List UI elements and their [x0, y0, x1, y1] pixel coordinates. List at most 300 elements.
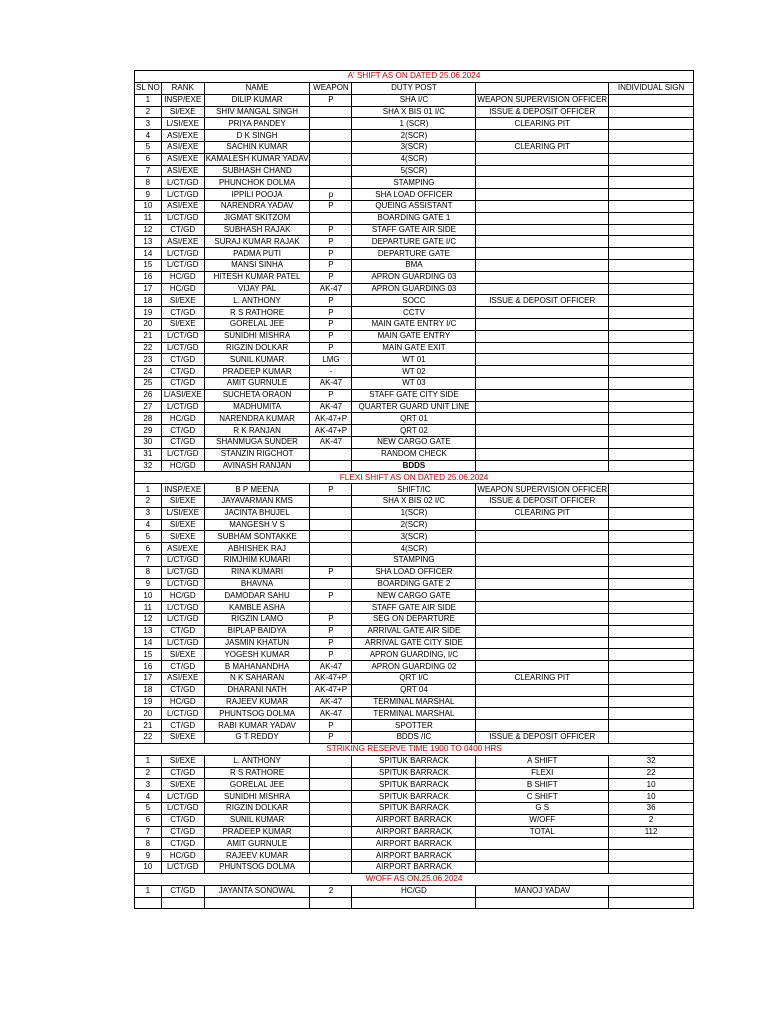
table-cell: AIRPORT BARRACK: [352, 850, 476, 862]
table-cell: 7: [135, 165, 162, 177]
table-cell: CT/GD: [161, 661, 204, 673]
table-cell: AVINASH RANJAN: [204, 460, 310, 472]
table-cell: B MAHANANDHA: [204, 661, 310, 673]
table-cell: 22: [135, 342, 162, 354]
table-cell: HC/GD: [161, 413, 204, 425]
table-cell: [609, 118, 694, 130]
table-cell: BHAVNA: [204, 578, 310, 590]
table-cell: [609, 189, 694, 201]
table-cell: [476, 661, 609, 673]
table-cell: RANDOM CHECK: [352, 448, 476, 460]
table-cell: 22: [135, 732, 162, 744]
table-row: [135, 850, 694, 862]
table-cell: 1: [135, 94, 162, 106]
table-cell: CT/GD: [161, 684, 204, 696]
table-cell: 5: [135, 803, 162, 815]
table-cell: 18: [135, 684, 162, 696]
table-cell: HC/GD: [161, 460, 204, 472]
table-cell: [476, 413, 609, 425]
table-cell: APRON GUARDING 03: [352, 283, 476, 295]
table-cell: [609, 566, 694, 578]
table-cell: [476, 425, 609, 437]
table-row: [135, 413, 694, 425]
table-cell: DHARANI NATH: [204, 684, 310, 696]
table-cell: [476, 637, 609, 649]
table-cell: SUBHAM SONTAKKE: [204, 531, 310, 543]
table-cell: AK-47: [310, 436, 352, 448]
table-cell: [609, 377, 694, 389]
table-cell: 8: [135, 177, 162, 189]
table-cell: KAMALESH KUMAR YADAV: [205, 154, 309, 164]
table-cell: [476, 555, 609, 567]
table-cell: 31: [135, 448, 162, 460]
table-cell: 2: [310, 885, 352, 897]
table-cell: L/CT/GD: [161, 555, 204, 567]
table-cell: [609, 448, 694, 460]
table-cell: [476, 330, 609, 342]
column-header-row: [135, 83, 694, 95]
table-cell: [310, 578, 352, 590]
table-cell: [609, 366, 694, 378]
table-cell: BDDS: [352, 460, 476, 472]
table-cell: [609, 106, 694, 118]
table-cell: WEAPON SUPERVISION OFFICER: [477, 95, 608, 105]
table-cell: [476, 720, 609, 732]
table-cell: SURAJ KUMAR RAJAK: [204, 236, 310, 248]
table-cell: P: [310, 259, 352, 271]
section-title-row: [135, 71, 694, 83]
table-cell: SUNIL KUMAR: [204, 814, 310, 826]
table-cell: [310, 448, 352, 460]
table-row: [135, 295, 694, 307]
table-cell: [476, 578, 609, 590]
table-cell: P: [310, 484, 352, 496]
table-cell: [609, 153, 694, 165]
table-cell: [310, 791, 352, 803]
table-cell: INSP/EXE: [161, 94, 204, 106]
table-cell: RABI KUMAR YADAV: [204, 720, 310, 732]
table-row: [135, 590, 694, 602]
table-cell: [609, 673, 694, 685]
table-cell: YOGESH KUMAR: [204, 649, 310, 661]
table-row: [135, 259, 694, 271]
table-cell: AIRPORT BARRACK: [352, 862, 476, 874]
table-cell: SUBHASH RAJAK: [204, 224, 310, 236]
table-cell: R K RANJAN: [204, 425, 310, 437]
table-cell: SI/EXE: [161, 531, 204, 543]
table-cell: [476, 189, 609, 201]
table-row: [135, 377, 694, 389]
table-cell: [609, 862, 694, 874]
table-row: [135, 684, 694, 696]
table-cell: [310, 543, 352, 555]
table-cell: 32: [135, 460, 162, 472]
table-cell: ARRIVAL GATE AIR SIDE: [352, 625, 476, 637]
table-cell: [476, 130, 609, 142]
table-cell: P: [310, 614, 352, 626]
table-cell: 16: [135, 271, 162, 283]
table-cell: JAYAVARMAN KMS: [204, 496, 310, 508]
table-cell: CT/GD: [161, 885, 204, 897]
table-cell: AK-47+P: [310, 673, 352, 685]
table-cell: 2: [609, 814, 694, 826]
table-cell: PRADEEP KUMAR: [204, 826, 310, 838]
table-cell: AK-47: [310, 696, 352, 708]
table-cell: STAFF GATE AIR SIDE: [352, 602, 476, 614]
table-cell: [609, 141, 694, 153]
table-cell: [476, 649, 609, 661]
table-cell: 2: [135, 767, 162, 779]
table-cell: CT/GD: [161, 436, 204, 448]
table-cell: 5(SCR): [352, 165, 476, 177]
table-cell: B SHIFT: [476, 779, 609, 791]
table-cell: QUARTER GUARD UNIT LINE: [352, 401, 476, 413]
table-cell: [310, 803, 352, 815]
table-cell: [476, 460, 609, 472]
table-cell: INSP/EXE: [161, 484, 204, 496]
table-cell: [609, 271, 694, 283]
table-cell: [609, 248, 694, 260]
table-cell: 10: [135, 200, 162, 212]
table-cell: PHUNCHOK DOLMA: [204, 177, 310, 189]
table-cell: CT/GD: [161, 767, 204, 779]
table-cell: SHA LOAD OFFICER: [352, 189, 476, 201]
table-row: [135, 354, 694, 366]
table-cell: MAIN GATE ENTRY: [352, 330, 476, 342]
table-cell: 10: [135, 590, 162, 602]
table-cell: 29: [135, 425, 162, 437]
table-cell: [609, 200, 694, 212]
table-cell: L. ANTHONY: [204, 755, 310, 767]
table-cell: [476, 602, 609, 614]
table-row: [135, 189, 694, 201]
empty-cell: [609, 897, 694, 909]
table-cell: AMIT GURNULE: [204, 838, 310, 850]
table-row: [135, 531, 694, 543]
table-cell: 8: [135, 566, 162, 578]
table-cell: PHUNTSOG DOLMA: [204, 708, 310, 720]
table-cell: [609, 389, 694, 401]
table-cell: AK-47+P: [310, 413, 352, 425]
table-cell: SPITUK BARRACK: [352, 755, 476, 767]
table-cell: APRON GUARDING, I/C: [352, 649, 476, 661]
table-cell: [476, 224, 609, 236]
table-cell: [609, 625, 694, 637]
table-cell: CT/GD: [161, 814, 204, 826]
table-row: [135, 507, 694, 519]
table-cell: AK-47: [310, 377, 352, 389]
section-title: FLEXI SHIFT AS ON DATED 25.06.2024: [135, 472, 694, 484]
table-cell: [609, 212, 694, 224]
table-cell: CLEARING PIT: [476, 118, 609, 130]
table-cell: P: [310, 94, 352, 106]
table-cell: [609, 614, 694, 626]
table-cell: 17: [135, 283, 162, 295]
section-title: W/OFF AS ON.25.06.2024: [135, 873, 694, 885]
table-cell: QRT 04: [352, 684, 476, 696]
table-cell: -: [310, 366, 352, 378]
table-cell: SPITUK BARRACK: [352, 791, 476, 803]
table-cell: RIGZIN DOLKAR: [204, 342, 310, 354]
table-cell: [310, 862, 352, 874]
empty-cell: [310, 897, 352, 909]
table-row: [135, 519, 694, 531]
table-row: [135, 496, 694, 508]
table-cell: AIRPORT BARRACK: [352, 838, 476, 850]
table-row: [135, 885, 694, 897]
table-row: [135, 106, 694, 118]
table-cell: SHA I/C: [352, 94, 476, 106]
table-cell: SPITUK BARRACK: [352, 779, 476, 791]
table-cell: [476, 200, 609, 212]
table-cell: 1: [135, 755, 162, 767]
table-cell: P: [310, 566, 352, 578]
table-cell: L/CT/GD: [161, 862, 204, 874]
table-row: [135, 283, 694, 295]
table-cell: CLEARING PIT: [476, 507, 609, 519]
table-cell: NEW CARGO GATE: [352, 590, 476, 602]
table-cell: [609, 578, 694, 590]
table-cell: CLEARING PIT: [476, 673, 609, 685]
table-cell: P: [310, 248, 352, 260]
table-cell: BDDS /IC: [352, 732, 476, 744]
table-row: [135, 484, 694, 496]
table-row: [135, 177, 694, 189]
table-row: [135, 271, 694, 283]
section-title-row: [135, 873, 694, 885]
table-cell: 15: [135, 259, 162, 271]
table-cell: SHIV MANGAL SINGH: [204, 106, 310, 118]
table-row: [135, 614, 694, 626]
table-cell: [609, 283, 694, 295]
table-cell: ARRIVAL GATE CITY SIDE: [352, 637, 476, 649]
table-cell: [476, 271, 609, 283]
table-cell: 2(SCR): [352, 130, 476, 142]
table-cell: 4: [135, 791, 162, 803]
table-cell: 14: [135, 637, 162, 649]
table-cell: GORELAL JEE: [204, 779, 310, 791]
table-cell: DILIP KUMAR: [204, 94, 310, 106]
table-cell: [609, 436, 694, 448]
table-cell: [609, 732, 694, 744]
table-cell: L/CT/GD: [161, 578, 204, 590]
table-cell: [609, 602, 694, 614]
table-row: [135, 779, 694, 791]
table-cell: SHA X BIS 02 I/C: [352, 496, 476, 508]
table-cell: [476, 543, 609, 555]
table-cell: SPITUK BARRACK: [352, 803, 476, 815]
table-cell: SI/EXE: [161, 649, 204, 661]
table-cell: [476, 625, 609, 637]
table-cell: AK-47+P: [310, 684, 352, 696]
table-cell: L/CT/GD: [161, 401, 204, 413]
table-row: [135, 637, 694, 649]
table-cell: RIGZIN LAMO: [204, 614, 310, 626]
table-cell: AIRPORT BARRACK: [352, 814, 476, 826]
table-cell: P: [310, 637, 352, 649]
table-row: [135, 602, 694, 614]
table-cell: P: [310, 389, 352, 401]
table-row: [135, 649, 694, 661]
table-cell: 7: [135, 555, 162, 567]
table-cell: [476, 236, 609, 248]
table-cell: 15: [135, 649, 162, 661]
table-cell: [476, 307, 609, 319]
table-cell: SUBHASH CHAND: [204, 165, 310, 177]
column-header: DUTY POST: [352, 83, 476, 95]
table-cell: 10: [609, 779, 694, 791]
table-cell: [310, 106, 352, 118]
table-cell: 36: [609, 803, 694, 815]
table-cell: [476, 862, 609, 874]
table-cell: [476, 850, 609, 862]
table-cell: STAFF GATE CITY SIDE: [352, 389, 476, 401]
table-cell: [609, 684, 694, 696]
table-cell: 1: [135, 885, 162, 897]
table-cell: PHUNTSOG DOLMA: [204, 862, 310, 874]
table-cell: L/CT/GD: [161, 448, 204, 460]
table-cell: JAYANTA SONOWAL: [204, 885, 310, 897]
table-cell: 3: [135, 118, 162, 130]
table-cell: p: [310, 189, 352, 201]
table-cell: L/CT/GD: [161, 602, 204, 614]
table-cell: 8: [135, 838, 162, 850]
table-cell: ASI/EXE: [161, 236, 204, 248]
table-cell: G S: [476, 803, 609, 815]
table-cell: N K SAHARAN: [204, 673, 310, 685]
table-cell: [310, 153, 352, 165]
table-cell: [609, 224, 694, 236]
table-cell: L/CT/GD: [161, 803, 204, 815]
table-row: [135, 153, 694, 165]
table-cell: ASI/EXE: [161, 200, 204, 212]
table-cell: SI/EXE: [161, 519, 204, 531]
table-cell: CT/GD: [161, 720, 204, 732]
table-cell: CT/GD: [161, 377, 204, 389]
table-cell: [609, 720, 694, 732]
table-row: [135, 212, 694, 224]
table-cell: P: [310, 590, 352, 602]
table-cell: STAFF GATE AIR SIDE: [352, 224, 476, 236]
table-cell: [609, 838, 694, 850]
column-header: SL NO: [136, 83, 160, 93]
table-cell: [609, 661, 694, 673]
table-cell: QRT I/C: [352, 673, 476, 685]
table-cell: [609, 354, 694, 366]
table-cell: [609, 94, 694, 106]
table-cell: SACHIN KUMAR: [204, 141, 310, 153]
table-cell: HC/GD: [161, 590, 204, 602]
empty-cell: [161, 897, 204, 909]
table-cell: NARENDRA YADAV: [204, 200, 310, 212]
table-cell: A SHIFT: [476, 755, 609, 767]
table-cell: 21: [135, 720, 162, 732]
table-cell: 32: [609, 755, 694, 767]
section-title: STRIKING RESERVE TIME 1900 TO 0400 HRS: [135, 743, 694, 755]
table-cell: [609, 177, 694, 189]
table-cell: G T REDDY: [204, 732, 310, 744]
table-cell: BOARDING GATE 2: [352, 578, 476, 590]
table-cell: [609, 637, 694, 649]
table-cell: BOARDING GATE 1: [352, 212, 476, 224]
table-cell: 25: [135, 377, 162, 389]
table-cell: [609, 425, 694, 437]
table-row: [135, 165, 694, 177]
table-cell: [609, 885, 694, 897]
table-cell: [476, 342, 609, 354]
table-cell: AK-47+P: [310, 425, 352, 437]
table-cell: P: [310, 236, 352, 248]
table-cell: [310, 814, 352, 826]
table-row: [135, 543, 694, 555]
table-row: [135, 791, 694, 803]
table-row: [135, 307, 694, 319]
table-cell: SHIFT/IC: [352, 484, 476, 496]
table-cell: RAJEEV KUMAR: [204, 850, 310, 862]
table-cell: 17: [135, 673, 162, 685]
table-cell: ISSUE & DEPOSIT OFFICER: [476, 732, 609, 744]
table-cell: AMIT GURNULE: [204, 377, 310, 389]
table-cell: MANGESH V S: [204, 519, 310, 531]
table-cell: [476, 283, 609, 295]
table-cell: CT/GD: [161, 826, 204, 838]
table-cell: 4(SCR): [352, 153, 476, 165]
table-cell: JIGMAT SKITZOM: [204, 212, 310, 224]
table-cell: SUNIDHI MISHRA: [204, 791, 310, 803]
table-cell: ISSUE & DEPOSIT OFFICER: [476, 295, 609, 307]
table-cell: 26: [135, 389, 162, 401]
table-cell: [476, 708, 609, 720]
table-cell: WT 03: [352, 377, 476, 389]
table-cell: 2: [135, 106, 162, 118]
table-cell: ASI/EXE: [161, 673, 204, 685]
table-cell: [609, 413, 694, 425]
table-cell: P: [310, 224, 352, 236]
table-cell: 28: [135, 413, 162, 425]
table-cell: 1: [135, 484, 162, 496]
table-cell: 20: [135, 708, 162, 720]
table-cell: AK-47: [310, 401, 352, 413]
table-row: [135, 330, 694, 342]
table-cell: HC/GD: [161, 283, 204, 295]
table-cell: [476, 377, 609, 389]
table-cell: SEG ON DEPARTURE: [352, 614, 476, 626]
table-cell: [476, 248, 609, 260]
table-cell: ASI/EXE: [161, 543, 204, 555]
empty-row: [135, 897, 694, 909]
table-cell: [310, 519, 352, 531]
table-cell: SI/EXE: [161, 755, 204, 767]
table-cell: [609, 342, 694, 354]
table-cell: L/CT/GD: [161, 212, 204, 224]
table-cell: [310, 767, 352, 779]
table-cell: PRIYA PANDEY: [204, 118, 310, 130]
table-cell: 2(SCR): [352, 519, 476, 531]
table-cell: L/CT/GD: [161, 637, 204, 649]
table-cell: L/CT/GD: [161, 614, 204, 626]
table-row: [135, 436, 694, 448]
table-cell: SUNIL KUMAR: [204, 354, 310, 366]
table-cell: SOCC: [352, 295, 476, 307]
table-row: [135, 803, 694, 815]
table-cell: 22: [609, 767, 694, 779]
table-cell: [310, 838, 352, 850]
table-cell: TERMINAL MARSHAL: [352, 708, 476, 720]
table-cell: [310, 496, 352, 508]
table-row: [135, 767, 694, 779]
table-cell: ASI/EXE: [161, 141, 204, 153]
table-cell: P: [310, 720, 352, 732]
